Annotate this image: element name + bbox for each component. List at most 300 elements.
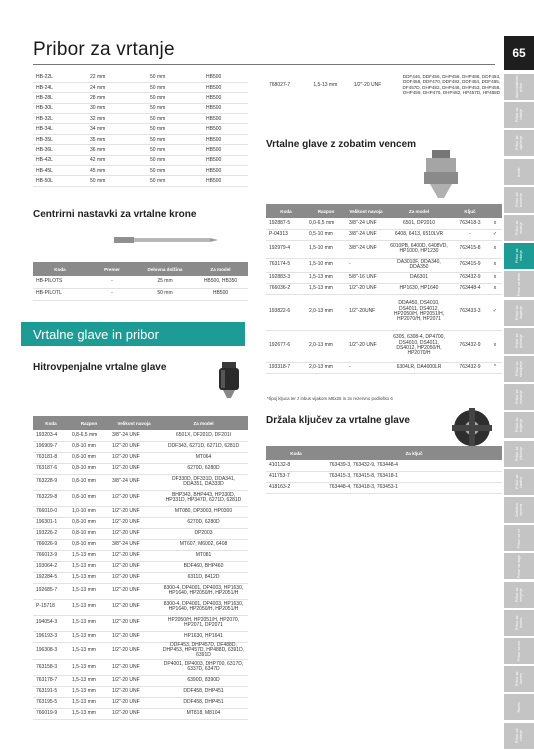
table-row: [33, 615, 248, 631]
table-cell: 1/2"-20 UNF: [109, 561, 159, 572]
column-header: Koda: [266, 446, 326, 460]
table-cell: 763433-3: [452, 294, 488, 330]
table-cell: 50 mm: [137, 288, 193, 300]
hb-core-bit-table: [33, 72, 248, 187]
table-row: [33, 430, 248, 441]
table-cell: HB500: [203, 134, 248, 144]
table-cell: HB-34L: [33, 124, 87, 134]
table-cell: 1,5-13 mm: [69, 697, 109, 708]
sidebar-tab-label: Pribor za vrtanje: [515, 108, 523, 123]
sidebar-tab[interactable]: [504, 610, 534, 636]
table-cell: 1,5-13 mm: [69, 572, 109, 583]
table-cell: MT064: [159, 452, 248, 463]
table-row: [33, 506, 248, 517]
hitrovpenjalne-table: [33, 416, 248, 720]
table-row: [266, 258, 502, 272]
table-cell: 3/8"-24 UNF: [109, 430, 159, 441]
cell-range: 1,5-13 mm: [313, 81, 338, 88]
table-cell: HB500: [203, 103, 248, 113]
sidebar-tab[interactable]: [504, 497, 534, 523]
sidebar-tab[interactable]: [504, 271, 534, 297]
sidebar-tab[interactable]: [504, 384, 534, 410]
table-row: [33, 642, 248, 659]
table-cell: 763228-9: [33, 474, 69, 490]
table-row: [266, 229, 502, 240]
table-cell: 3/8"-24 UNF: [109, 474, 159, 490]
sidebar-tab[interactable]: [504, 130, 534, 156]
table-row: [33, 124, 248, 134]
table-cell: x: [488, 258, 502, 272]
table-cell: HP2050/H, HP2051/H, HP2070, HP2071, DP2071: [159, 615, 248, 631]
table-cell: 1,5-10 mm: [306, 258, 346, 272]
sidebar-tab-label: Pribor za les: [517, 641, 521, 661]
table-cell: 766026-9: [33, 539, 69, 550]
sidebar-tab[interactable]: [504, 243, 534, 269]
table-cell: 193318-7: [266, 362, 306, 373]
sidebar-tab[interactable]: [504, 582, 534, 608]
table-cell: 1/2"-20 UNF: [109, 528, 159, 539]
table-cell: HB500: [193, 288, 248, 300]
table-cell: -: [87, 288, 137, 300]
table-row: [33, 659, 248, 675]
table-cell: 1/2"-20 UNF: [109, 642, 159, 659]
hitrovpenjalne-heading: Hitrovpenjalne vrtalne glave: [33, 362, 167, 373]
table-cell: HB500: [203, 124, 248, 134]
table-cell: 411753-7: [266, 471, 326, 482]
keyless-chuck-image: [214, 360, 248, 400]
table-cell: 763181-8: [33, 452, 69, 463]
table-row: [33, 103, 248, 113]
table-row: [33, 463, 248, 474]
table-cell: 763415-8: [452, 240, 488, 258]
table-row: [33, 550, 248, 561]
table-row: [33, 697, 248, 708]
table-cell: 194054-3: [33, 615, 69, 631]
table-cell: 763432-9: [452, 330, 488, 362]
table-cell: 8300-4, DP4001, DP4003, HP1630, HP1640, HP2050/H, HP2051/H: [159, 583, 248, 599]
table-cell: -: [346, 362, 386, 373]
table-cell: 50 mm: [147, 124, 203, 134]
table-cell: 1/2"-20 UNF: [109, 463, 159, 474]
sidebar-tab-label: Zaščitna oprema: [515, 503, 523, 517]
table-cell: DDF343, 6271D, 6271D, 6281D: [159, 441, 248, 452]
table-cell: 50 mm: [147, 103, 203, 113]
table-cell: HB-28L: [33, 93, 87, 103]
sidebar-tab-label: Pribor za vijačenje: [515, 136, 523, 151]
table-cell: 193226-2: [33, 528, 69, 539]
table-row: [33, 166, 248, 176]
table-cell: MT818, M8104: [159, 708, 248, 719]
table-cell: 3/8"-24 UNF: [346, 229, 386, 240]
table-cell: 196308-3: [33, 642, 69, 659]
drzala-heading: Držala ključev za vrtalne glave: [266, 415, 410, 426]
table-cell: DP4001, DP4003, DHP700, 6317D, 6337D, 6347D: [159, 659, 248, 675]
sidebar-tab[interactable]: [504, 356, 534, 382]
table-cell: P-04313: [266, 229, 306, 240]
table-cell: 1/2"-20 UNF: [109, 583, 159, 599]
table-row: [266, 240, 502, 258]
table-cell: 2,0-13 mm: [306, 294, 346, 330]
table-cell: 50 mm: [147, 114, 203, 124]
centrirni-heading: Centrirni nastavki za vrtalne krone: [33, 209, 197, 220]
sidebar-tab[interactable]: [504, 412, 534, 438]
table-row: [33, 441, 248, 452]
table-row: [33, 474, 248, 490]
table-cell: 1/2"-20UNF: [346, 294, 386, 330]
table-cell: 763448-4, 763418-3, 763453-1: [326, 482, 502, 493]
table-cell: 1/2"-20 UNF: [109, 659, 159, 675]
sidebar-tab-label: Pribor za vrtanje: [515, 249, 523, 264]
table-cell: 766013-9: [33, 550, 69, 561]
column-header: [488, 204, 502, 218]
table-cell: 763174-5: [266, 258, 306, 272]
table-cell: -: [452, 229, 488, 240]
category-sidebar: [504, 72, 534, 755]
table-cell: 763178-7: [33, 675, 69, 686]
table-cell: 1,5-13 mm: [306, 283, 346, 294]
table-cell: 2,0-13 mm: [306, 330, 346, 362]
sidebar-tab[interactable]: [504, 638, 534, 664]
table-cell: 1/2"-20 UNF: [109, 550, 159, 561]
sidebar-tab-label: Pribor za lepljenje: [515, 418, 523, 433]
table-cell: 1,5-13 mm: [306, 272, 346, 283]
column-header: Velikost navoja: [346, 204, 386, 218]
table-cell: 22 mm: [87, 72, 147, 82]
table-cell: DA6301: [386, 272, 452, 283]
top-right-chuck-table: [266, 74, 504, 96]
column-header: Razpon: [306, 204, 346, 218]
table-row: [33, 708, 248, 719]
table-row: [33, 452, 248, 463]
table-cell: x: [488, 240, 502, 258]
table-cell: HB-50L: [33, 176, 87, 186]
table-cell: 192887-5: [266, 218, 306, 229]
sidebar-tab[interactable]: [504, 187, 534, 213]
table-cell: 0,8-10 mm: [69, 517, 109, 528]
column-header: Za model: [193, 262, 248, 276]
column-header: Koda: [266, 204, 306, 218]
sidebar-tab[interactable]: [504, 300, 534, 326]
table-cell: 0,8-10 mm: [69, 474, 109, 490]
table-cell: 6304LR, DA4000LR: [386, 362, 452, 373]
table-cell: 1,5-13 mm: [69, 561, 109, 572]
column-header: Ključ: [452, 204, 488, 218]
sidebar-tab[interactable]: [504, 553, 534, 579]
table-row: [33, 561, 248, 572]
table-cell: 1,5-13 mm: [69, 659, 109, 675]
page-title: Pribor za vrtanje: [33, 39, 175, 60]
table-cell: 196301-1: [33, 517, 69, 528]
sidebar-tab-label: Razno: [517, 702, 521, 713]
table-cell: HB500: [203, 93, 248, 103]
table-cell: 25 mm: [137, 276, 193, 288]
table-cell: x: [488, 218, 502, 229]
table-cell: 1/2"-20 UNF: [109, 452, 159, 463]
table-cell: 1,5-13 mm: [69, 708, 109, 719]
table-cell: 763415-3, 763415-8, 763418-1: [326, 471, 502, 482]
table-cell: x: [488, 330, 502, 362]
table-cell: 1/2"-20 UNF: [346, 330, 386, 362]
table-cell: 6408, 6413, 6510LVR: [386, 229, 452, 240]
table-cell: 0,0-6,5 mm: [306, 218, 346, 229]
table-cell: -: [346, 258, 386, 272]
table-cell: HB-36L: [33, 145, 87, 155]
table-cell: 766010-0: [33, 506, 69, 517]
sidebar-tab-label: Pribor za rezkanje: [515, 390, 523, 405]
table-cell: 50 mm: [147, 145, 203, 155]
sidebar-tab[interactable]: [504, 694, 534, 720]
table-row: [33, 539, 248, 550]
table-row: [266, 471, 502, 482]
sidebar-tab[interactable]: [504, 215, 534, 241]
keyed-chuck-image: [418, 150, 466, 200]
table-cell: 6390D, 8390D: [159, 675, 248, 686]
table-cell: 1/2"-20 UNF: [109, 615, 159, 631]
table-row: [33, 599, 248, 615]
key-holder-image: [450, 406, 494, 450]
table-cell: BDF460, BHP460: [159, 561, 248, 572]
sidebar-tab[interactable]: [504, 441, 534, 467]
table-row: [33, 686, 248, 697]
table-cell: DA3010F, DDA340, DDA350: [386, 258, 452, 272]
table-cell: 1/2"-20 UNF: [109, 686, 159, 697]
table-cell: 766036-2: [266, 283, 306, 294]
table-cell: 28 mm: [87, 93, 147, 103]
sidebar-tab-label: Pribor za rezanje: [515, 220, 523, 236]
table-cell: x: [488, 272, 502, 283]
table-cell: 766019-9: [33, 708, 69, 719]
table-cell: 8300-4, DP4001, DP4003, HP1630, HP1640, HP2050/H, HP2051/H: [159, 599, 248, 615]
sidebar-tab-label: Pribor za poliranje: [515, 333, 523, 348]
table-cell: 763418-3: [452, 218, 488, 229]
table-row: [33, 675, 248, 686]
table-cell: 5/8"-16 UNF: [346, 272, 386, 283]
table-cell: 3/8"-24 UNF: [346, 240, 386, 258]
table-cell: 0,8-10 mm: [69, 490, 109, 506]
table-cell: 6270D, 6280D: [159, 463, 248, 474]
table-cell: 1,5-10 mm: [306, 240, 346, 258]
table-cell: 1,5-13 mm: [69, 631, 109, 642]
table-cell: 1,5-13 mm: [69, 599, 109, 615]
sidebar-tab-label: Svedri: [517, 166, 521, 177]
table-cell: 1/2"-20 UNF: [109, 506, 159, 517]
table-row: [266, 283, 502, 294]
table-cell: DDF453, DHP457D, DF488D, DHP453, HP457D, HP488D, 6391D, 6391D: [159, 642, 248, 659]
table-cell: 763191-5: [33, 686, 69, 697]
table-cell: HB500, HB350: [193, 276, 248, 288]
table-row: [266, 272, 502, 283]
table-cell: 42 mm: [87, 155, 147, 165]
sidebar-tab[interactable]: [504, 102, 534, 128]
table-cell: 30 mm: [87, 103, 147, 113]
table-cell: 410132-8: [266, 460, 326, 471]
table-cell: DDF458, DHP451: [159, 697, 248, 708]
centrirni-table: [33, 262, 248, 301]
table-cell: HB500: [203, 114, 248, 124]
table-cell: 6010PB, 6400D, 6408VD, HP1000, HP1230: [386, 240, 452, 258]
table-cell: 1/2"-20 UNF: [109, 441, 159, 452]
column-header: Razpon: [69, 416, 109, 430]
table-cell: -: [87, 276, 137, 288]
table-cell: 196909-7: [33, 441, 69, 452]
table-cell: 34 mm: [87, 124, 147, 134]
cell-models: DDF446, DDF456, DHP456, DHP486, DDF453, DDF458, DDF470, DDF482, DDF484, DDF485, DF457D, DHP482, DHP446, DHP453, DHP458, DHP459, DHP470, DHP482, HP457D, HP488D: [402, 74, 501, 96]
sidebar-tab-label: Pribor za kovino: [515, 615, 523, 630]
sidebar-tab-label: Pribor za vrtanje: [515, 728, 523, 743]
table-cell: 763415-9: [452, 258, 488, 272]
table-cell: 0,8-10 mm: [69, 452, 109, 463]
table-cell: 3/8"-24 UNF: [346, 218, 386, 229]
table-cell: 36 mm: [87, 145, 147, 155]
table-cell: HB-42L: [33, 155, 87, 165]
sidebar-tab[interactable]: [504, 74, 534, 100]
table-cell: HB-35L: [33, 134, 87, 144]
table-cell: HB500: [203, 166, 248, 176]
table-cell: HB500: [203, 72, 248, 82]
table-cell: 192685-7: [33, 583, 69, 599]
table-cell: MT081: [159, 550, 248, 561]
table-cell: x: [488, 283, 502, 294]
table-cell: *: [488, 362, 502, 373]
footnote: *број kljuca ter z inbus vijakom M6x25 in 2x rezervno podloško 6: [267, 396, 393, 401]
table-cell: HP1630, HP1640: [386, 283, 452, 294]
table-cell: 196193-3: [33, 631, 69, 642]
table-cell: 35 mm: [87, 134, 147, 144]
column-header: Premer: [87, 262, 137, 276]
table-cell: ✓: [488, 229, 502, 240]
table-cell: 418163-2: [266, 482, 326, 493]
table-cell: 193064-2: [33, 561, 69, 572]
table-cell: 1,5-13 mm: [69, 675, 109, 686]
sidebar-tab[interactable]: [504, 328, 534, 354]
sidebar-tab-label: Pribor za vrt: [517, 528, 521, 548]
table-row: [33, 583, 248, 599]
zobatim-table: [266, 204, 502, 374]
cell-thread: 1/2"-20 UNF: [353, 81, 382, 88]
table-cell: 0,8-10 mm: [69, 463, 109, 474]
table-cell: 6501X, DF201D, DF201I: [159, 430, 248, 441]
sidebar-tab-label: Pribor za kladivo: [515, 474, 523, 489]
table-cell: 6501, DP2010: [386, 218, 452, 229]
column-header: Delovna dolžina: [137, 262, 193, 276]
table-cell: BHP343, BHP443, HP330D, HP331D, HP347D, 6271D, 6281D: [159, 490, 248, 506]
sidebar-tab-label: Pribor za dleta: [517, 272, 521, 296]
table-cell: 1,5-13 mm: [69, 615, 109, 631]
table-cell: HB-32L: [33, 114, 87, 124]
table-row: [266, 482, 502, 493]
sidebar-tab-label: Akumulatorski pribor: [515, 75, 523, 99]
table-cell: 1,5-13 mm: [69, 583, 109, 599]
table-cell: 50 mm: [147, 82, 203, 92]
table-row: [33, 134, 248, 144]
table-cell: HB500: [203, 155, 248, 165]
sidebar-tab[interactable]: [504, 666, 534, 692]
zobatim-heading: Vrtalne glave z zobatim vencem: [266, 139, 417, 150]
table-cell: 763158-3: [33, 659, 69, 675]
table-row: [33, 72, 248, 82]
page-number: 65: [504, 36, 534, 70]
table-row: [266, 362, 502, 373]
table-cell: ✓: [488, 294, 502, 330]
table-cell: 763448-4: [452, 283, 488, 294]
table-cell: 1/2"-20 UNF: [109, 490, 159, 506]
title-divider: [33, 64, 495, 65]
top-bar: [0, 0, 534, 14]
table-row: [33, 528, 248, 539]
table-row: [266, 74, 504, 96]
table-cell: 6311D, 8412D: [159, 572, 248, 583]
sidebar-tab[interactable]: [504, 159, 534, 185]
table-cell: MT607, M6002, 6408: [159, 539, 248, 550]
table-cell: 6270D, 6280D: [159, 517, 248, 528]
sidebar-tab-label: Pribor za kamen: [515, 672, 523, 687]
table-cell: 50 mm: [147, 155, 203, 165]
table-cell: 32 mm: [87, 114, 147, 124]
sidebar-tab-label: Pribor za žaganje: [515, 305, 523, 320]
table-cell: 50 mm: [147, 134, 203, 144]
column-header: Za ključ: [326, 446, 502, 460]
table-cell: 763229-8: [33, 490, 69, 506]
sidebar-tab-label: Pribor za skobljanje: [515, 361, 523, 377]
table-cell: 6305, 6308-4, DP4700, DS4010, DS4011, DS4012, HP2050/H, HP2070/H: [386, 330, 452, 362]
table-cell: 50 mm: [147, 93, 203, 103]
table-row: [33, 288, 248, 300]
table-row: [33, 176, 248, 186]
table-cell: HB500: [203, 145, 248, 155]
table-cell: HB-PILOTS: [33, 276, 87, 288]
table-row: [266, 294, 502, 330]
sidebar-tab-label: Pribor za merjenje: [515, 587, 523, 602]
sidebar-tab[interactable]: [504, 525, 534, 551]
table-cell: DDF458, DHP451: [159, 686, 248, 697]
table-cell: HP1630, HP1641: [159, 631, 248, 642]
table-cell: HB-45L: [33, 166, 87, 176]
sidebar-tab-label: Pribor za žage: [517, 554, 521, 578]
table-cell: 0,8-10 mm: [69, 441, 109, 452]
table-row: [33, 276, 248, 288]
table-row: [266, 218, 502, 229]
table-row: [266, 460, 502, 471]
table-cell: 1/2"-20 UNF: [109, 631, 159, 642]
column-header: Za model: [159, 416, 248, 430]
table-cell: 763195-5: [33, 697, 69, 708]
table-cell: 763187-6: [33, 463, 69, 474]
table-cell: P-15718: [33, 599, 69, 615]
column-header: Velikost navoja: [109, 416, 159, 430]
table-cell: DF330D, DF331D, DDA341, DDA351, DA333D: [159, 474, 248, 490]
sidebar-tab[interactable]: [504, 469, 534, 495]
sidebar-tab[interactable]: [504, 723, 534, 749]
table-cell: MT080, DP3003, HP0300: [159, 506, 248, 517]
sidebar-tab-label: Pribor za brušenje: [515, 192, 523, 207]
table-cell: HB500: [203, 82, 248, 92]
table-row: [33, 490, 248, 506]
column-header: Koda: [33, 416, 69, 430]
table-cell: 193203-4: [33, 430, 69, 441]
table-row: [33, 155, 248, 165]
table-cell: 763432-9: [452, 362, 488, 373]
table-row: [33, 114, 248, 124]
table-cell: 50 mm: [87, 176, 147, 186]
table-cell: HB-30L: [33, 103, 87, 113]
table-cell: 192979-4: [266, 240, 306, 258]
table-cell: 192677-6: [266, 330, 306, 362]
table-cell: 50 mm: [147, 176, 203, 186]
table-cell: 1/2"-20 UNF: [109, 517, 159, 528]
table-cell: 1/2"-20 UNF: [346, 283, 386, 294]
table-row: [33, 631, 248, 642]
table-row: [33, 572, 248, 583]
